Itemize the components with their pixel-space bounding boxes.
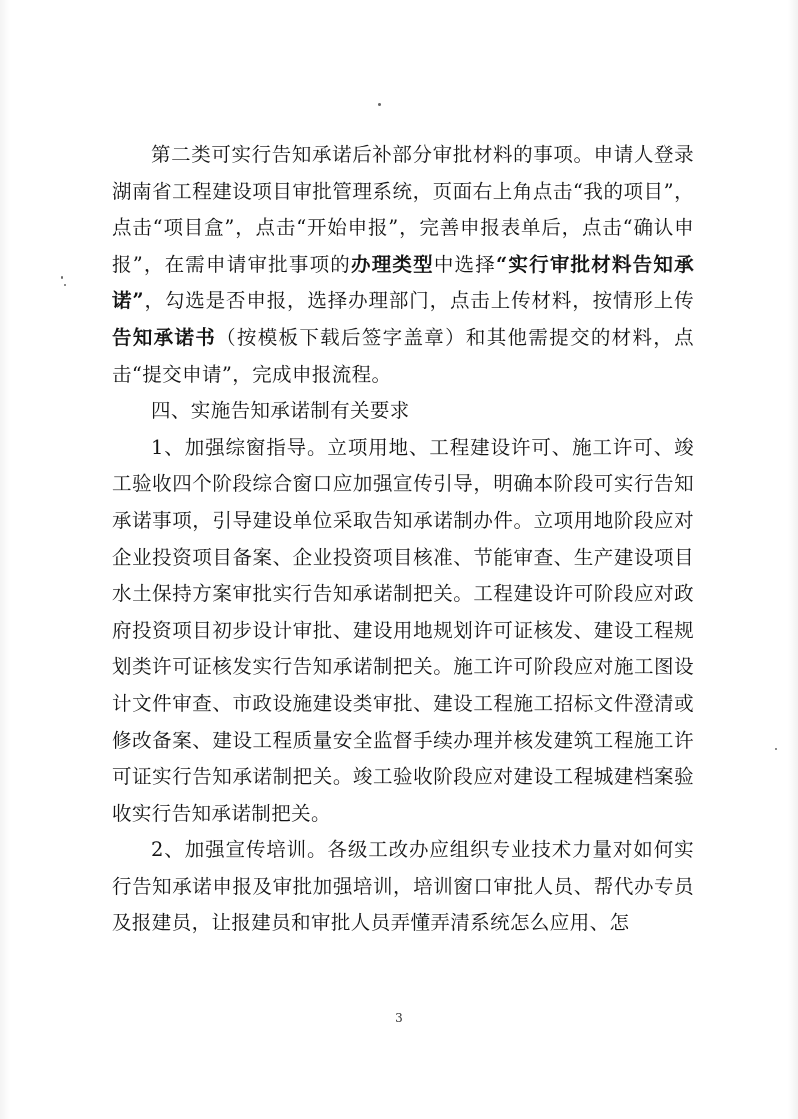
bold-text-run: 办理类型 — [351, 252, 434, 276]
document-body — [112, 137, 694, 942]
para-category-two — [112, 137, 694, 393]
text-run: 2、加强宣传培训。各级工改办应组织专业技术力量对如何实行告知承诺申报及审批加强培训，培训窗口审批人员、帮代办专员及报建员，让报建员和审批人员弄懂弄清系统怎么应用、怎 — [112, 838, 694, 935]
text-run: 第二类可实行告知承诺后补部分审批材料的事项。申请人登录湖南省工程建设项目审批管理系统，页面右上角点击“我的项目”，点击“项目盒”，点击“开始申报”，完善申报表单后，点击“确认申报”，在需申请审批事项的 — [112, 143, 694, 276]
scan-speck — [61, 276, 63, 279]
text-run: 中选择 — [433, 252, 496, 276]
bold-text-run: 告知承诺书 — [112, 325, 217, 349]
para-item-2 — [112, 832, 694, 942]
text-run: 1、加强综窗指导。立项用地、工程建设许可、施工许可、竣工验收四个阶段综合窗口应加强宣传引导，明确本阶段可实行告知承诺事项，引导建设单位采取告知承诺制办件。立项用地阶段应对企业投资项目备案、企业投资项目核准、节能审查、生产建设项目水土保持方案审批实行告知承诺制把关。工程建设许可阶段应对政府投资项目初步设计审批、建设用地规划许可证核发、建设工程规划类许可证核发实行告知承诺制把关。施工许可阶段应对施工图设计文件审查、市政设施建设类审批、建设工程施工招标文件澄清或修改备案、建设工程质量安全监督手续办理并核发建筑工程施工许可证实行告知承诺制把关。竣工验收阶段应对建设工程城建档案验收实行告知承诺制把关。 — [112, 435, 694, 825]
text-run: 四、实施告知承诺制有关要求 — [151, 399, 410, 423]
page-number: 3 — [395, 1011, 403, 1025]
bold-text-run: “实行审批材料告知承诺” — [112, 252, 694, 313]
scan-speck — [775, 748, 777, 750]
para-item-1 — [112, 430, 694, 833]
scan-speck — [64, 284, 66, 286]
text-run: ，勾选是否申报，选择办理部门，点击上传材料，按情形上传 — [144, 289, 694, 313]
section-heading-four — [112, 393, 694, 430]
scan-speck — [378, 103, 381, 106]
text-run: （按模板下载后签字盖章）和其他需提交的材料，点击“提交申请”，完成申报流程。 — [112, 325, 694, 386]
